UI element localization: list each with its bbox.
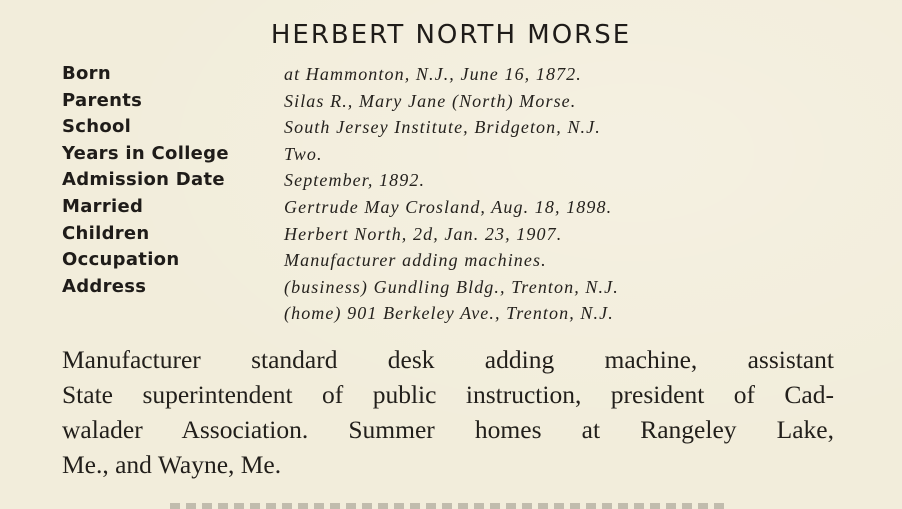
fact-row-admission-date [62, 169, 862, 196]
fact-value: at Hammonton, N.J., June 16, 1872. [284, 64, 582, 84]
page-title: HERBERT NORTH MORSE [270, 20, 632, 50]
fact-value: Silas R., Mary Jane (North) Morse. [284, 90, 577, 111]
fact-row-school [62, 116, 862, 143]
biography-line: walader Association. Summer homes at Rangeley Lake, [62, 415, 834, 444]
fact-label: Born [62, 63, 111, 84]
fact-value: Herbert North, 2d, Jan. 23, 1907. [284, 223, 563, 244]
fact-row-born [62, 63, 862, 90]
fact-value: Two. [284, 143, 323, 164]
biography-line: Me., and Wayne, Me. [62, 450, 282, 479]
fact-label: Years in College [62, 142, 229, 164]
fact-label: Children [62, 222, 150, 244]
biography-line: State superintendent of public instruction, president of Cad- [62, 380, 834, 409]
fact-value: Gertrude May Crosland, Aug. 18, 1898. [284, 196, 613, 217]
fact-label: Parents [62, 89, 143, 111]
fact-row-married [62, 196, 862, 223]
biography-line: Manufacturer standard desk adding machine, assistant [62, 345, 834, 374]
biographical-facts [62, 63, 862, 329]
biography-paragraph [62, 342, 834, 482]
fact-row-occupation [62, 249, 862, 276]
fact-label: School [62, 116, 132, 138]
fact-row-children [62, 223, 862, 250]
fact-value: Manufacturer adding machines. [284, 250, 547, 271]
fact-value: (business) Gundling Bldg., Trenton, N.J. [284, 276, 619, 297]
fact-row-parents [62, 90, 862, 117]
fact-row-years-in-college [62, 143, 862, 170]
fact-value: (home) 901 Berkeley Ave., Trenton, N.J. [284, 303, 614, 324]
fact-value: South Jersey Institute, Bridgeton, N.J. [284, 117, 601, 138]
fact-row-address-home [62, 302, 862, 329]
fact-label: Occupation [62, 249, 180, 271]
fact-row-address-business [62, 276, 862, 303]
fact-label: Admission Date [62, 169, 225, 191]
fact-label: Married [62, 195, 144, 217]
cropped-next-line [170, 503, 730, 509]
fact-label: Address [62, 275, 147, 297]
fact-value: September, 1892. [284, 170, 426, 191]
